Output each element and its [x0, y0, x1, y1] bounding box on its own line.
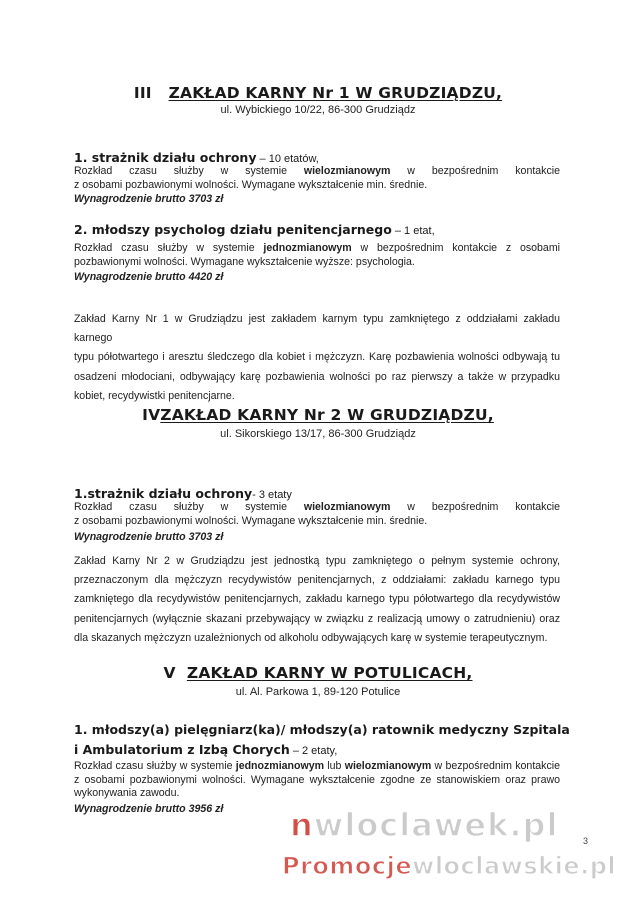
- section-4-address: ul. Sikorskiego 13/17, 86-300 Grudziądz: [220, 428, 416, 440]
- s3-position-1-title: [74, 150, 564, 165]
- watermark-line-1-red: n: [290, 806, 314, 844]
- s5-p1-title-line2: i Ambulatorium z Izbą Chorych: [74, 742, 290, 757]
- section-5-heading: [0, 664, 636, 682]
- section-5-address: ul. Al. Parkowa 1, 89-120 Potulice: [235, 686, 401, 698]
- s3-p1-line1-bold: wielozmianowym: [303, 165, 391, 177]
- s5-p1-salary: Wynagrodzenie brutto 3956 zł: [74, 803, 224, 815]
- s3-p2-line2: pozbawionymi wolności. Wymagane wykształcenie wyższe: psychologia.: [74, 255, 415, 268]
- watermark-line-2: [282, 852, 616, 880]
- section-5-title: ZAKŁAD KARNY W POTULICACH,: [186, 664, 473, 682]
- s4-desc-line1: Zakład Karny Nr 2 w Grudziądzu jest jednostką typu zamkniętego o pełnym systemie ochrony,: [74, 555, 560, 567]
- s4-p1-count: - 3 etaty: [252, 489, 292, 501]
- watermark-line-1-rest: wloclawek.pl: [313, 806, 559, 844]
- watermark-line-2-rest: wloclawskie.pl: [412, 852, 617, 880]
- s4-desc-line4: penitencjarnych (wyłącznie skazani przebywający w związku z realizacją umowy o zatrudnieniu) oraz: [74, 612, 560, 625]
- s5-p1-count: – 2 etaty,: [289, 745, 338, 757]
- s4-p1-line1-bold: wielozmianowym: [303, 501, 391, 513]
- s5-p1-title-line1: 1. młodszy(a) pielęgniarz(ka)/ młodszy(a) ratownik medyczny Szpitala: [74, 722, 570, 737]
- s3-desc-line2: typu półotwartego i aresztu śledczego dla kobiet i mężczyzn. Karę pozbawienia wolności odbywają tu: [74, 351, 560, 364]
- s3-p1-line1-c: w bezpośrednim kontakcie: [390, 165, 561, 177]
- s5-p1-line1-bold-2: wielozmianowym: [344, 760, 432, 772]
- s4-desc-line3: zamkniętego dla recydywistów penitencjarnych, zakładu karnego typu półotwartego dla recydywistów: [74, 593, 560, 606]
- s3-desc-line3: osadzeni młodociani, odbywający karę pozbawienia wolności po raz pierwszy a także w przypadku: [74, 370, 560, 383]
- s3-position-1-description: [74, 165, 560, 192]
- s3-position-2-title: [74, 222, 564, 237]
- s3-position-2-description: [74, 242, 560, 269]
- section-3-title: ZAKŁAD KARNY Nr 1 W GRUDZIĄDZU,: [168, 84, 503, 102]
- section-4-title: ZAKŁAD KARNY Nr 2 W GRUDZIĄDZU,: [160, 406, 494, 424]
- s5-position-1-description: [74, 760, 560, 801]
- section-3-heading: [0, 84, 636, 102]
- s4-p1-salary: Wynagrodzenie brutto 3703 zł: [74, 531, 224, 543]
- section-5-number: V: [163, 664, 176, 682]
- s5-p1-line3: wykonywania zawodu.: [74, 787, 180, 800]
- s3-p2-count: – 1 etat,: [391, 225, 435, 237]
- s5-p1-line1-c: lub: [324, 760, 345, 772]
- watermark-line-2-red: Promocje: [282, 852, 413, 880]
- s3-p1-line2: z osobami pozbawionymi wolności. Wymagane wykształcenie min. średnie.: [74, 178, 428, 191]
- s4-desc-line2: przeznaczonym dla mężczyzn recydywistów penitencjarnych, z oddziałami: zakładu karnego typu: [74, 574, 560, 587]
- s3-p1-title-text: 1. strażnik działu ochrony: [74, 150, 257, 165]
- s5-position-1-title: [74, 720, 570, 761]
- watermark-line-1: [290, 806, 558, 844]
- s3-p2-line1-bold: jednozmianowym: [263, 242, 352, 254]
- s3-p1-line1-a: Rozkład czasu służby w systemie: [74, 165, 304, 177]
- s3-p1-count: – 10 etatów,: [256, 153, 319, 165]
- s4-position-1-description: [74, 501, 560, 528]
- s5-p1-line1-bold-1: jednozmianowym: [235, 760, 325, 772]
- s3-p2-line1-a: Rozkład czasu służby w systemie: [74, 242, 264, 254]
- s4-p1-line1-c: w bezpośrednim kontakcie: [390, 501, 561, 513]
- s4-position-1-title: [74, 486, 564, 501]
- section-4-heading: [0, 406, 636, 424]
- s3-p2-title-text: 2. młodszy psycholog działu penitencjarnego: [74, 222, 392, 237]
- page-number: 3: [583, 836, 589, 846]
- s5-p1-line1-e: w bezpośrednim kontakcie: [431, 760, 561, 772]
- s3-p2-line1-c: w bezpośrednim kontakcie z osobami: [351, 242, 560, 254]
- section-3-number: III: [133, 84, 152, 102]
- s4-p1-line2: z osobami pozbawionymi wolności. Wymagane wykształcenie min. średnie.: [74, 514, 428, 527]
- s3-p1-salary: Wynagrodzenie brutto 3703 zł: [74, 193, 224, 205]
- s3-desc-line1: Zakład Karny Nr 1 w Grudziądzu jest zakładem karnym typu zamkniętego z oddziałami zakładu karnego: [74, 313, 560, 345]
- section-4-number: IV: [142, 406, 161, 424]
- s4-institution-description: [74, 552, 560, 648]
- s4-p1-line1-a: Rozkład czasu służby w systemie: [74, 501, 304, 513]
- s3-desc-line4: kobiet, recydywistki penitencjarne.: [74, 389, 235, 402]
- s4-p1-title-text: 1.strażnik działu ochrony: [74, 486, 253, 501]
- section-3-address: ul. Wybickiego 10/22, 86-300 Grudziądz: [220, 104, 416, 116]
- s3-institution-description: [74, 310, 560, 406]
- s5-p1-line2: z osobami pozbawionymi wolności. Wymagane wykształcenie zgodne ze stanowiskiem oraz prawo: [74, 773, 560, 786]
- s4-desc-line5: dla skazanych mężczyzn uzależnionych od alkoholu odbywających karę w systemie terapeutycznym.: [74, 631, 548, 644]
- s5-p1-line1-a: Rozkład czasu służby w systemie: [74, 760, 236, 772]
- s3-p2-salary: Wynagrodzenie brutto 4420 zł: [74, 271, 224, 283]
